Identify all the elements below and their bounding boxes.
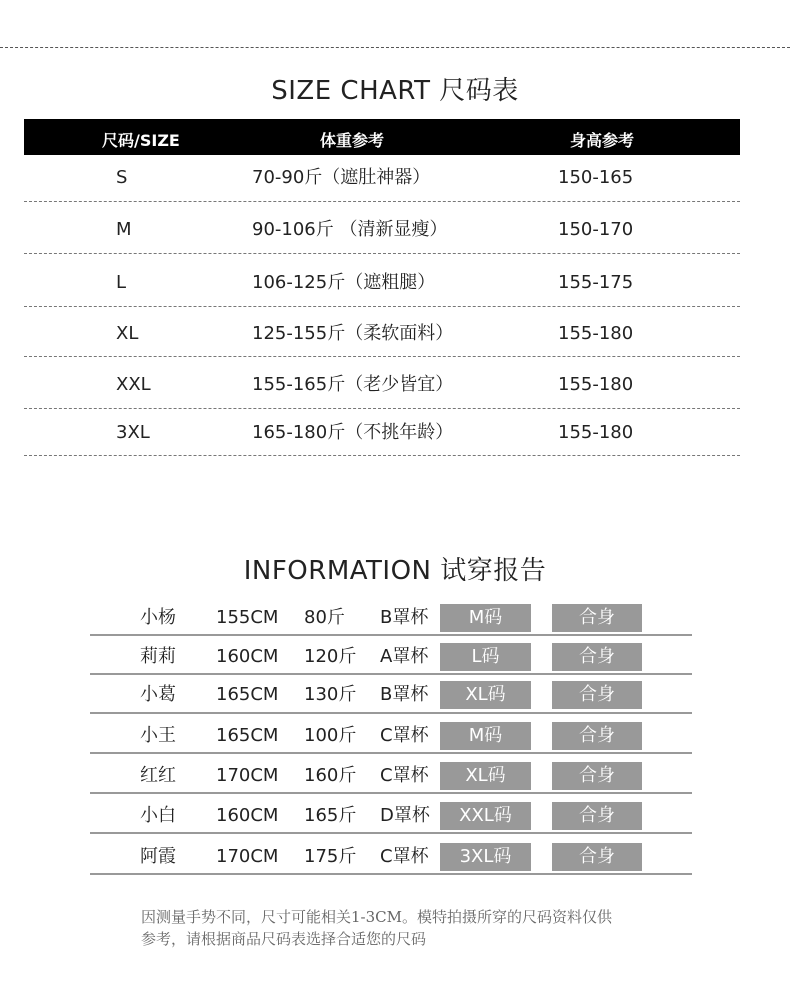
size-badge: XXL码 <box>440 802 531 830</box>
height-cell: 155-180 <box>558 374 634 395</box>
model-name: 小葛 <box>140 684 176 705</box>
weight-cell: 106-125斤（遮粗腿） <box>252 272 436 293</box>
model-name: 小杨 <box>140 607 176 628</box>
size-badge: XL码 <box>440 762 531 790</box>
header-weight: 体重参考 <box>320 131 385 150</box>
model-cup: B罩杯 <box>380 684 429 705</box>
size-cell: 3XL <box>116 422 150 443</box>
height-cell: 155-180 <box>558 323 634 344</box>
model-cup: B罩杯 <box>380 607 429 628</box>
footnote-line-2: 参考，请根据商品尺码表选择合适您的尺码 <box>141 930 427 948</box>
row-divider <box>24 306 740 307</box>
size-badge: L码 <box>440 643 531 671</box>
model-height: 170CM <box>216 846 279 867</box>
model-cup: A罩杯 <box>380 646 429 667</box>
row-divider <box>90 832 692 834</box>
weight-cell: 125-155斤（柔软面料） <box>252 323 454 344</box>
model-height: 160CM <box>216 646 279 667</box>
model-cup: C罩杯 <box>380 725 429 746</box>
size-chart-title: SIZE CHART 尺码表 <box>271 76 519 106</box>
top-divider <box>0 47 790 48</box>
size-badge: M码 <box>440 722 531 750</box>
size-cell: M <box>116 219 132 240</box>
model-cup: D罩杯 <box>380 805 430 826</box>
size-row <box>24 258 740 308</box>
size-row <box>24 309 740 359</box>
model-height: 160CM <box>216 805 279 826</box>
size-row <box>24 360 740 410</box>
row-divider <box>24 253 740 254</box>
model-weight: 175斤 <box>304 846 357 867</box>
model-name: 莉莉 <box>140 646 176 667</box>
weight-cell: 70-90斤（遮肚神器） <box>252 167 431 188</box>
size-cell: XXL <box>116 374 151 395</box>
model-name: 红红 <box>140 765 176 786</box>
size-row <box>24 205 740 255</box>
size-chart-header <box>24 119 740 155</box>
weight-cell: 90-106斤 （清新显瘦） <box>252 219 448 240</box>
fit-badge: 合身 <box>552 722 642 750</box>
height-cell: 155-175 <box>558 272 634 293</box>
model-weight: 100斤 <box>304 725 357 746</box>
size-row <box>24 408 740 458</box>
model-weight: 130斤 <box>304 684 357 705</box>
row-divider <box>90 673 692 675</box>
fit-badge: 合身 <box>552 802 642 830</box>
model-height: 165CM <box>216 684 279 705</box>
weight-cell: 155-165斤（老少皆宜） <box>252 374 454 395</box>
height-cell: 150-165 <box>558 167 634 188</box>
model-height: 165CM <box>216 725 279 746</box>
size-cell: S <box>116 167 128 188</box>
row-divider <box>90 752 692 754</box>
size-badge: M码 <box>440 604 531 632</box>
model-weight: 80斤 <box>304 607 345 628</box>
fit-badge: 合身 <box>552 643 642 671</box>
size-badge: XL码 <box>440 681 531 709</box>
row-divider <box>24 201 740 202</box>
row-divider <box>90 634 692 636</box>
size-cell: L <box>116 272 127 293</box>
header-height: 身高参考 <box>570 131 635 150</box>
row-divider <box>24 356 740 357</box>
size-cell: XL <box>116 323 139 344</box>
footnote-line-1: 因测量手势不同，尺寸可能相关1-3CM。模特拍摄所穿的尺码资料仅供 <box>141 908 612 926</box>
model-height: 170CM <box>216 765 279 786</box>
model-weight: 120斤 <box>304 646 357 667</box>
fit-badge: 合身 <box>552 681 642 709</box>
model-name: 小白 <box>140 805 176 826</box>
size-badge: 3XL码 <box>440 843 531 871</box>
model-weight: 160斤 <box>304 765 357 786</box>
fit-badge: 合身 <box>552 762 642 790</box>
row-divider <box>90 873 692 875</box>
model-cup: C罩杯 <box>380 846 429 867</box>
weight-cell: 165-180斤（不挑年龄） <box>252 422 454 443</box>
height-cell: 150-170 <box>558 219 634 240</box>
fit-badge: 合身 <box>552 604 642 632</box>
row-divider <box>90 792 692 794</box>
model-name: 阿霞 <box>140 846 176 867</box>
model-weight: 165斤 <box>304 805 357 826</box>
header-size: 尺码/SIZE <box>102 131 180 150</box>
row-divider <box>90 712 692 714</box>
footnote <box>141 906 681 950</box>
fit-badge: 合身 <box>552 843 642 871</box>
size-row <box>24 153 740 203</box>
model-height: 155CM <box>216 607 279 628</box>
row-divider <box>24 455 740 456</box>
height-cell: 155-180 <box>558 422 634 443</box>
model-cup: C罩杯 <box>380 765 429 786</box>
model-name: 小王 <box>140 725 176 746</box>
information-title: INFORMATION 试穿报告 <box>243 556 547 586</box>
